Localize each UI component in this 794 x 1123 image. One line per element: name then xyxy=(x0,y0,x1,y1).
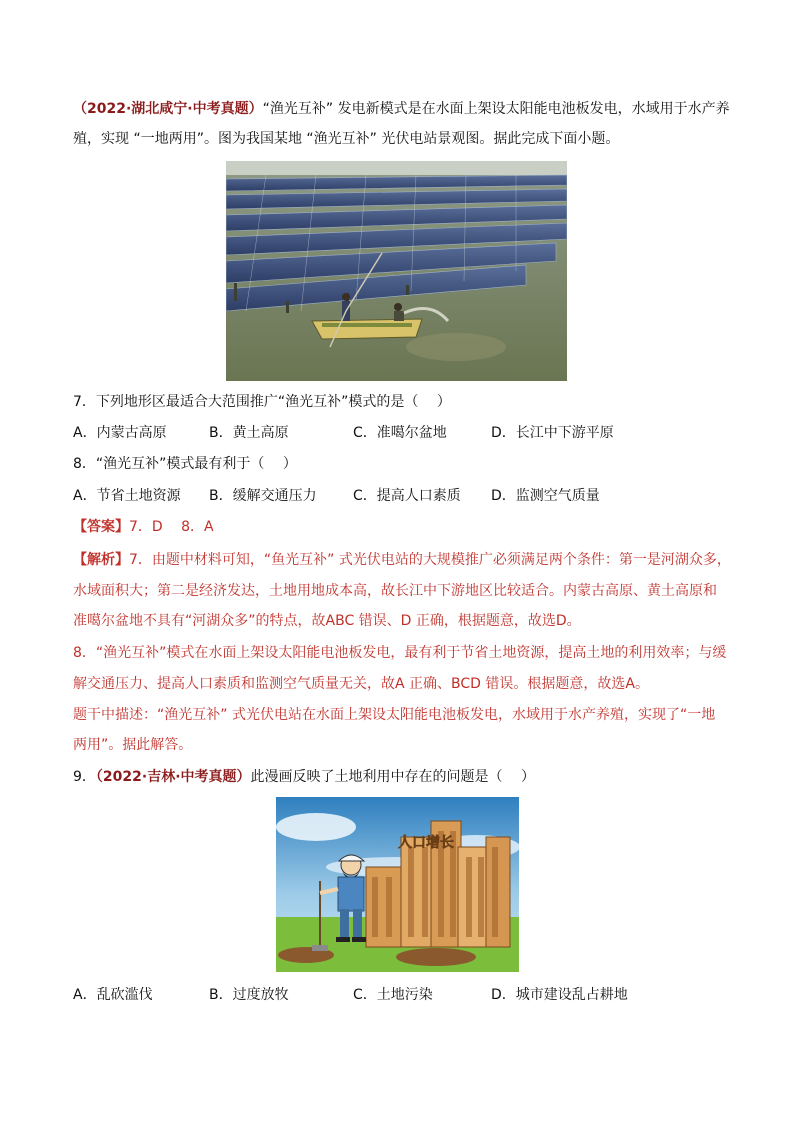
q9-option-c[interactable]: C．土地污染 xyxy=(353,987,433,1003)
q78-intro-line-2: 殖，实现 “一地两用”。图为我国某地 “渔光互补” 光伏电站景观图。据此完成下面小题。 xyxy=(73,131,620,147)
q7-stem: 7．下列地形区最适合大范围推广“渔光互补”模式的是（ ） xyxy=(73,394,451,410)
q9-stem-line xyxy=(73,766,723,788)
land-use-cartoon xyxy=(276,797,519,972)
analysis-text-1: 7．由题中材料可知，“鱼光互补” 式光伏电站的大规模推广必须满足两个条件：第一是河湖众多， xyxy=(129,552,731,568)
q9-number: 9． xyxy=(73,769,96,785)
answer-tag: 【答案】 xyxy=(73,519,129,535)
q9-option-a[interactable]: A．乱砍滥伐 xyxy=(73,987,153,1003)
q9-option-d[interactable]: D．城市建设乱占耕地 xyxy=(491,987,628,1003)
analysis-tag: 【解析】 xyxy=(73,552,129,568)
answer-line xyxy=(73,516,723,538)
q8-stem: 8．“渔光互补”模式最有利于（ ） xyxy=(73,456,297,472)
analysis-line-3: 准噶尔盆地不具有“河湖众多”的特点，故ABC 错误、D 正确，根据题意，故选D。 xyxy=(73,613,581,629)
q9-options xyxy=(73,984,723,1006)
q8-option-d[interactable]: D．监测空气质量 xyxy=(491,488,600,504)
q8-options xyxy=(73,485,723,507)
q7-option-d[interactable]: D．长江中下游平原 xyxy=(491,425,614,441)
cartoon-illustration xyxy=(276,797,519,972)
q9-stem: 此漫画反映了土地利用中存在的问题是（ ） xyxy=(250,769,535,785)
analysis-line-2: 水域面积大；第二是经济发达，土地用地成本高，故长江中下游地区比较适合。内蒙古高原、黄土高原和 xyxy=(73,583,717,599)
analysis-line-6: 题干中描述：“渔光互补” 式光伏电站在水面上架设太阳能电池板发电，水域用于水产养殖，实现了“一地 xyxy=(73,707,716,723)
q7-options xyxy=(73,422,723,444)
analysis-line-4: 8．“渔光互补”模式在水面上架设太阳能电池板发电，最有利于节省土地资源，提高土地的利用效率；与缓 xyxy=(73,645,727,661)
q7-option-c[interactable]: C．准噶尔盆地 xyxy=(353,425,447,441)
q8-option-a[interactable]: A．节省土地资源 xyxy=(73,488,181,504)
analysis-line-7: 两用”。据此解答。 xyxy=(73,737,193,753)
answer-text: 7．D 8．A xyxy=(129,519,214,535)
q78-intro-line-1 xyxy=(73,98,730,120)
q8-option-b[interactable]: B．缓解交通压力 xyxy=(209,488,317,504)
q9-source: （2022·吉林·中考真题） xyxy=(95,769,251,785)
q8-option-c[interactable]: C．提高人口素质 xyxy=(353,488,461,504)
analysis-line-1 xyxy=(73,549,731,571)
analysis-line-5: 解交通压力、提高人口素质和监测空气质量无关，故A 正确、BCD 错误。根据题意，故选A。 xyxy=(73,676,649,692)
q7-option-a[interactable]: A．内蒙古高原 xyxy=(73,425,167,441)
q78-intro-text-1: “渔光互补” 发电新模式是在水面上架设太阳能电池板发电，水域用于水产养 xyxy=(262,101,730,117)
solar-farm-photo xyxy=(226,161,567,381)
solar-farm-illustration xyxy=(226,161,567,381)
cartoon-label: 人口增长 xyxy=(398,835,454,851)
q78-source: （2022·湖北咸宁·中考真题） xyxy=(73,101,263,117)
q7-option-b[interactable]: B．黄土高原 xyxy=(209,425,289,441)
q9-option-b[interactable]: B．过度放牧 xyxy=(209,987,289,1003)
